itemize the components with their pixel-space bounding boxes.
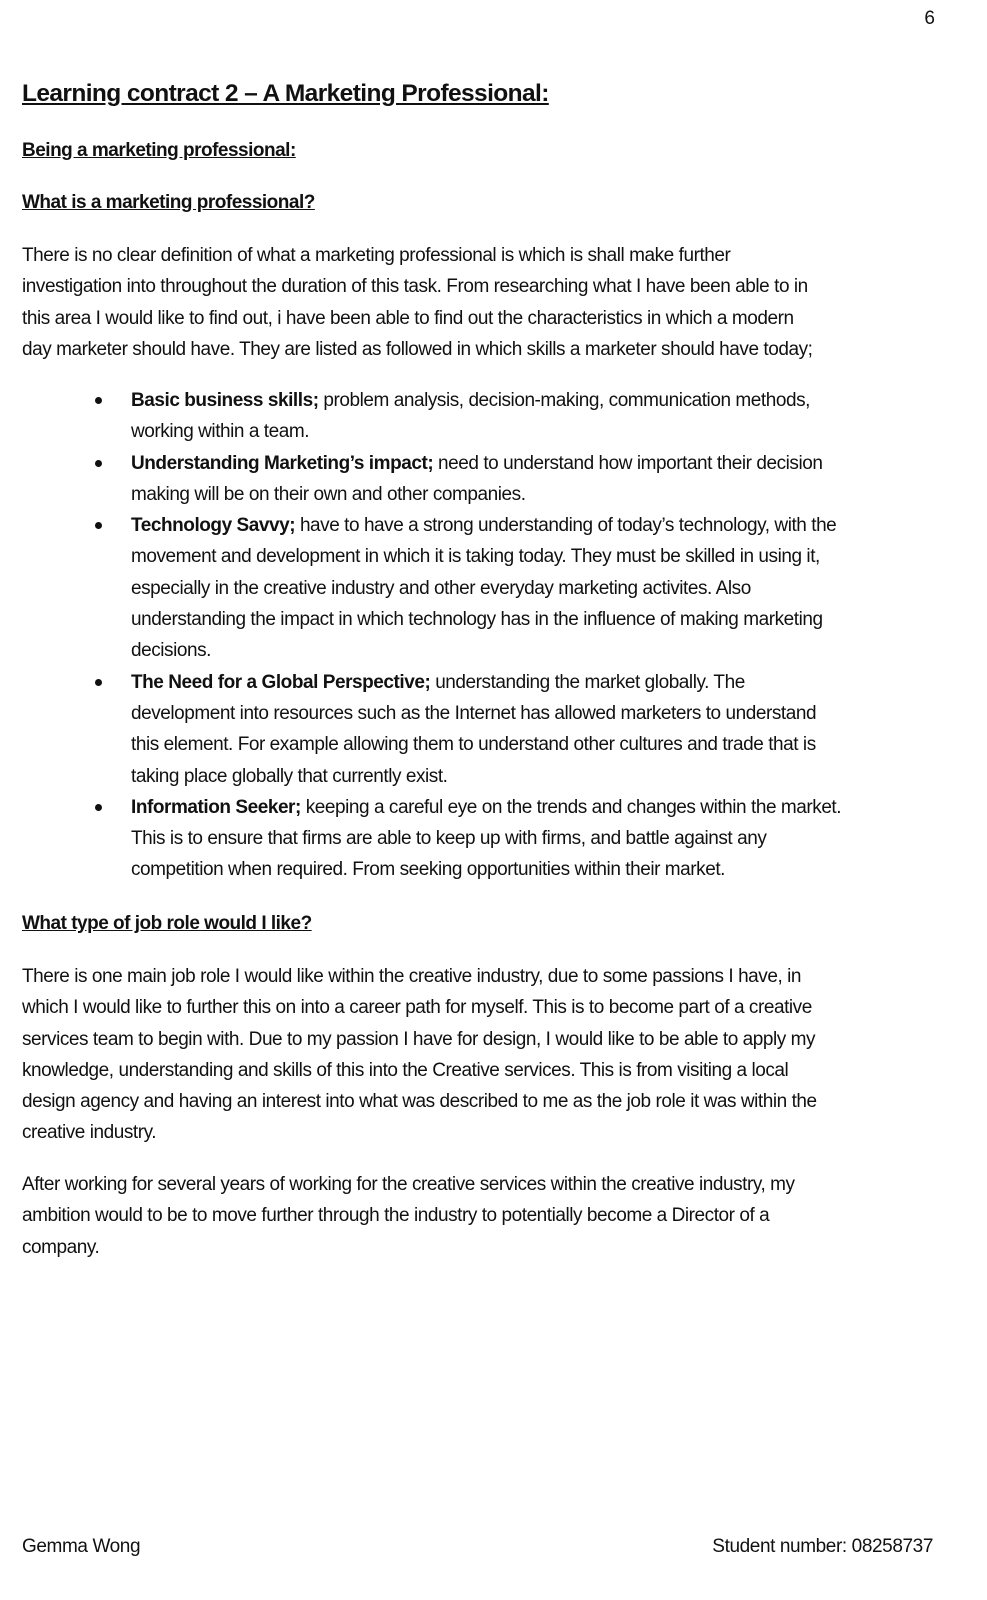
skill-item-global-perspective [0, 667, 987, 792]
skill-text: development into resources such as the Internet has allowed marketers to understand [131, 702, 817, 724]
skill-text: making will be on their own and other companies. [131, 483, 526, 505]
bullet-icon [95, 397, 102, 404]
skill-item-technology-savvy [0, 510, 987, 666]
skill-title: Basic business skills; [131, 390, 319, 411]
text-line: There is one main job role I would like within the creative industry, due to some passions I have, in [22, 966, 802, 987]
intro-paragraph [22, 240, 962, 365]
skill-title: The Need for a Global Perspective; [131, 671, 431, 693]
skill-text: This is to ensure that firms are able to keep up with firms, and battle against any [131, 828, 767, 850]
subheading-what-is-marketing-professional: What is a marketing professional? [22, 192, 315, 213]
skill-text: decisions. [131, 640, 211, 662]
text-line: ambition would to be to move further through the industry to potentially become a Director of a [22, 1205, 770, 1227]
bullet-icon [95, 460, 102, 467]
skill-text: taking place globally that currently exist. [131, 765, 448, 787]
ambition-paragraph [22, 1169, 962, 1263]
skill-text: working within a team. [131, 421, 310, 443]
page-number: 6 [924, 8, 935, 29]
bullet-icon [95, 679, 102, 686]
text-line: investigation into throughout the duration of this task. From researching what I have been able to in [22, 276, 808, 298]
skill-text: especially in the creative industry and other everyday marketing activites. Also [131, 577, 751, 599]
text-line: design agency and having an interest into what was described to me as the job role it was within the [22, 1091, 817, 1113]
bullet-icon [95, 804, 102, 811]
skills-list [0, 385, 987, 886]
skill-item-marketing-impact [0, 448, 987, 511]
text-line: creative industry. [22, 1122, 157, 1144]
skill-text: understanding the impact in which technology has in the influence of making marketing [131, 609, 823, 631]
skill-title: Understanding Marketing’s impact; [131, 452, 434, 474]
text-line: There is no clear definition of what a marketing professional is which is shall make further [22, 245, 731, 266]
skill-text: competition when required. From seeking opportunities within their market. [131, 859, 725, 881]
skill-text: need to understand how important their decision [433, 452, 823, 474]
skill-text: keeping a careful eye on the trends and changes within the market. [300, 796, 842, 818]
job-role-paragraph [22, 961, 962, 1149]
skill-text: movement and development in which it is taking today. They must be skilled in using it, [131, 546, 820, 568]
text-line: company. [22, 1236, 100, 1258]
skill-text: have to have a strong understanding of today’s technology, with the [295, 515, 837, 537]
text-line: services team to begin with. Due to my passion I have for design, I would like to be able to apply my [22, 1028, 816, 1050]
skill-text: this element. For example allowing them to understand other cultures and trade that is [131, 734, 816, 756]
skill-item-information-seeker [0, 792, 987, 886]
skill-text: problem analysis, decision-making, communication methods, [318, 390, 810, 411]
text-line: After working for several years of working for the creative services within the creative industry, my [22, 1174, 795, 1195]
text-line: knowledge, understanding and skills of this into the Creative services. This is from visiting a local [22, 1059, 789, 1081]
document-title: Learning contract 2 – A Marketing Professional: [22, 80, 549, 107]
footer-student-number: Student number: 08258737 [712, 1536, 933, 1557]
text-line: day marketer should have. They are listed as followed in which skills a marketer should have today; [22, 338, 813, 360]
skill-item-basic-business [0, 385, 987, 448]
skill-title: Technology Savvy; [131, 515, 296, 537]
section-heading-being-marketing-professional: Being a marketing professional: [22, 140, 296, 161]
text-line: which I would like to further this on into a career path for myself. This is to become part of a creative [22, 997, 812, 1019]
bullet-icon [95, 522, 102, 529]
subheading-job-role: What type of job role would I like? [22, 913, 312, 934]
skill-title: Information Seeker; [131, 796, 301, 818]
text-line: this area I would like to find out, i have been able to find out the characteristics in which a modern [22, 307, 794, 329]
skill-text: understanding the market globally. The [430, 671, 745, 693]
footer-author: Gemma Wong [22, 1536, 141, 1557]
